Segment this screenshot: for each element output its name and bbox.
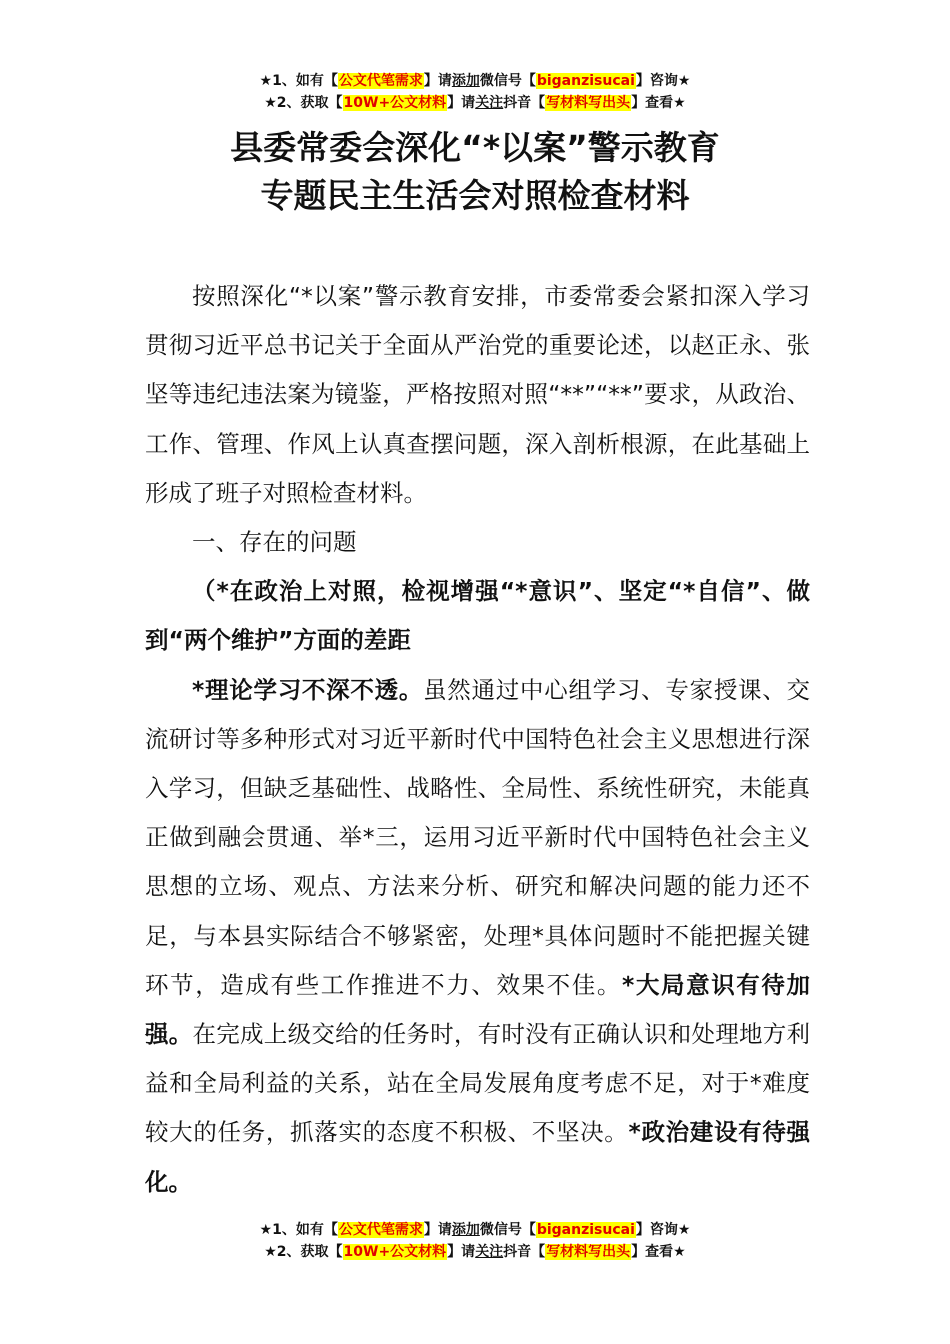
footer-banner — [0, 1219, 950, 1263]
banner-text: 添加 — [451, 73, 480, 89]
banner-text: 添加 — [451, 1222, 480, 1238]
banner-text: ★2、获取【 — [264, 95, 343, 111]
banner-line-2 — [0, 92, 950, 114]
banner-text: 】查看★ — [631, 95, 686, 111]
section-heading: 一、存在的问题 — [192, 528, 357, 557]
banner-text: 微信号【 — [479, 73, 536, 89]
banner-text: 】请 — [447, 95, 476, 111]
banner-text: 微信号【 — [479, 1222, 536, 1238]
banner-text: ★1、如有【 — [259, 1222, 338, 1238]
point-text: 虽然通过中心组学习、专家授课、交流研讨等多种形式对习近平新时代中国特色社会主义思想进行深入学习，但缺乏基础性、战略性、全局性、系统性研究，未能真正做到融会贯通、举*三，运用习近平新时代中国特色社会主义思想的立场、观点、方法来分析、研究和解决问题的能力还不足，与本县实际结合不够紧密，处理*具体问题时不能把握关键环节，造成有些工作推进不力、效果不佳。 — [145, 675, 810, 999]
problem-paragraph — [145, 666, 810, 1207]
point-heading: *理论学习不深不透。 — [192, 675, 424, 704]
highlight-douyin: 写材料写出头 — [546, 1244, 631, 1260]
highlight-douyin: 写材料写出头 — [546, 95, 631, 111]
banner-text: 关注 — [475, 1244, 504, 1260]
point-text: 在完成上级交给的任务时，有时没有正确认识和处理地方利益和全局利益的关系，站在全局发展角度考虑不足，对于*难度较大的任务，抓落实的态度不积极、不坚决。 — [145, 1020, 811, 1147]
highlight-materials: 10W+公文材料 — [343, 1244, 447, 1260]
highlight-service: 公文代笔需求 — [338, 73, 423, 89]
banner-text: 抖音【 — [503, 1244, 546, 1260]
document-title — [0, 124, 950, 220]
banner-text: 抖音【 — [503, 95, 546, 111]
highlight-wechat-id: biganzisucai — [536, 73, 635, 89]
subsection-heading: （*在政治上对照，检视增强“*意识”、坚定“*自信”、做到“两个维护”方面的差距 — [145, 577, 810, 655]
banner-text: 】咨询★ — [635, 73, 691, 89]
point-heading: *大局意识有待加强。 — [145, 970, 811, 1049]
banner-line-1 — [0, 70, 950, 92]
highlight-wechat-id: biganzisucai — [536, 1222, 635, 1238]
banner-text: 】查看★ — [631, 1244, 686, 1260]
banner-text: 】咨询★ — [635, 1222, 691, 1238]
point-heading: *政治建设有待强化。 — [145, 1118, 810, 1196]
banner-line-1 — [0, 1219, 950, 1241]
banner-text: ★2、获取【 — [264, 1244, 343, 1260]
highlight-service: 公文代笔需求 — [338, 1222, 423, 1238]
title-line-1: 县委常委会深化“*以案”警示教育 — [230, 128, 720, 167]
banner-text: 】请 — [447, 1244, 476, 1260]
header-banner — [0, 70, 950, 114]
banner-text: 】请 — [423, 1222, 452, 1238]
document-body — [145, 272, 810, 1207]
banner-line-2 — [0, 1241, 950, 1263]
banner-text: 】请 — [423, 73, 452, 89]
title-line-2: 专题民主生活会对照检查材料 — [260, 176, 690, 215]
highlight-materials: 10W+公文材料 — [343, 95, 447, 111]
banner-text: ★1、如有【 — [259, 73, 338, 89]
banner-text: 关注 — [475, 95, 504, 111]
intro-paragraph: 按照深化“*以案”警示教育安排，市委常委会紧扣深入学习贯彻习近平总书记关于全面从严治党的重要论述，以赵正永、张坚等违纪违法案为镜鉴，严格按照对照“**”“**”要求，从政治、工作、管理、作风上认真查摆问题，深入剖析根源，在此基础上形成了班子对照检查材料。 — [145, 282, 810, 507]
